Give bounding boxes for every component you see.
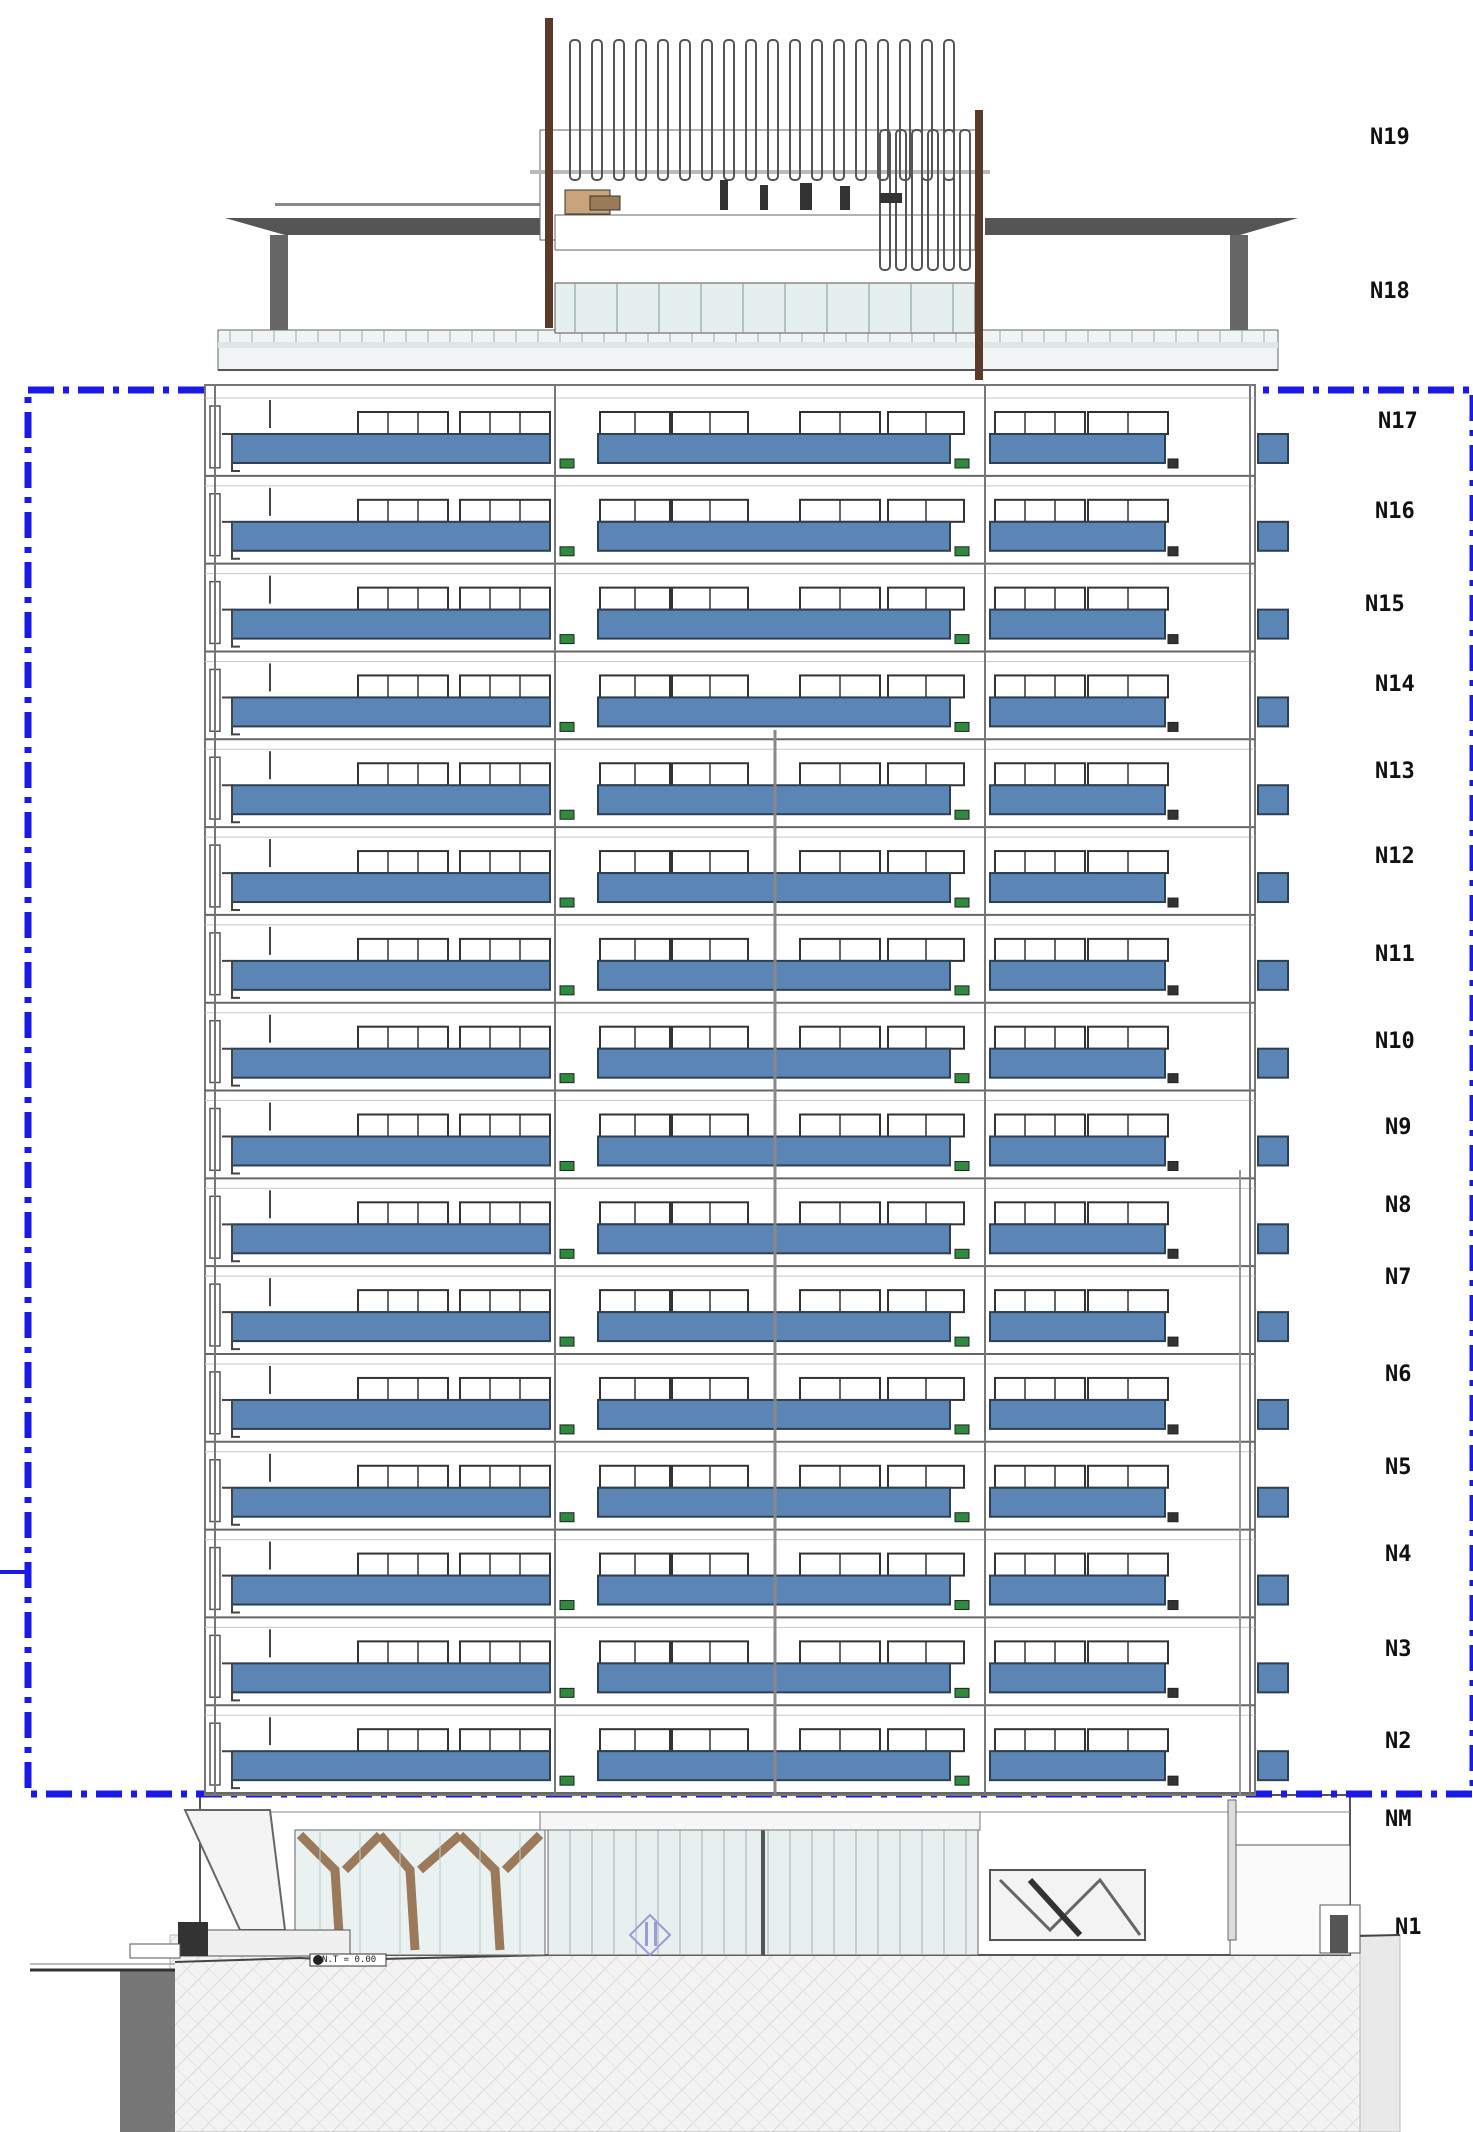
balcony-glass <box>990 1751 1165 1780</box>
window-frame <box>460 1554 550 1576</box>
balcony-glass <box>232 1312 550 1341</box>
ac-unit <box>955 1513 969 1522</box>
balcony-glass <box>990 522 1165 551</box>
level-label-n4: N4 <box>1385 1542 1412 1567</box>
ac-unit <box>1168 1337 1178 1346</box>
ac-unit <box>955 1688 969 1697</box>
window-frame <box>358 851 448 873</box>
window-frame <box>995 851 1085 873</box>
level-label-nm: NM <box>1385 1807 1412 1832</box>
balcony-glass <box>1258 697 1288 726</box>
ac-unit <box>1168 1249 1178 1258</box>
ac-unit <box>560 1425 574 1434</box>
balcony-glass <box>1258 1663 1288 1692</box>
balcony-glass <box>598 434 950 463</box>
ac-unit <box>560 986 574 995</box>
ac-unit <box>955 1337 969 1346</box>
ac-unit <box>1168 986 1178 995</box>
window-frame <box>358 1466 448 1488</box>
balcony-glass <box>1258 873 1288 902</box>
balcony-glass <box>598 697 950 726</box>
ac-unit <box>955 1161 969 1170</box>
window-frame <box>995 939 1085 961</box>
window-frame <box>460 851 550 873</box>
ground-block <box>30 1935 1400 2132</box>
ac-unit <box>955 1425 969 1434</box>
balcony-glass <box>990 434 1165 463</box>
window-frame <box>460 675 550 697</box>
window-frame <box>995 1729 1085 1751</box>
window-frame <box>460 412 550 434</box>
podium <box>130 1795 1360 1966</box>
ac-unit <box>1168 1425 1178 1434</box>
balcony-glass <box>232 873 550 902</box>
balcony-glass <box>1258 1751 1288 1780</box>
ac-unit <box>955 898 969 907</box>
balcony-glass <box>232 785 550 814</box>
level-label-n9: N9 <box>1385 1115 1412 1140</box>
ac-unit <box>955 1249 969 1258</box>
balcony-glass <box>990 1576 1165 1605</box>
balcony-glass <box>1258 1400 1288 1429</box>
ac-unit <box>560 1161 574 1170</box>
balcony-glass <box>990 1312 1165 1341</box>
window-frame <box>358 1641 448 1663</box>
window-frame <box>460 500 550 522</box>
ac-unit <box>1168 1074 1178 1083</box>
window-frame <box>460 1115 550 1137</box>
level-label-n17: N17 <box>1378 409 1418 434</box>
level-label-n18: N18 <box>1370 279 1410 304</box>
ac-unit <box>560 1513 574 1522</box>
window-frame <box>358 588 448 610</box>
balcony-glass <box>232 1137 550 1166</box>
level-label-n13: N13 <box>1375 759 1415 784</box>
ac-unit <box>955 722 969 731</box>
window-frame <box>460 939 550 961</box>
window-frame <box>358 675 448 697</box>
ac-unit <box>560 1601 574 1610</box>
balcony-glass <box>1258 1137 1288 1166</box>
level-label-n12: N12 <box>1375 844 1415 869</box>
balcony-glass <box>598 522 950 551</box>
balcony-glass <box>232 1400 550 1429</box>
window-frame <box>358 412 448 434</box>
window-frame <box>995 1378 1085 1400</box>
balcony-glass <box>990 873 1165 902</box>
ac-unit <box>560 547 574 556</box>
balcony-glass <box>990 785 1165 814</box>
ac-unit <box>955 1074 969 1083</box>
level-label-n15: N15 <box>1365 592 1405 617</box>
balcony-glass <box>1258 1312 1288 1341</box>
window-frame <box>995 1641 1085 1663</box>
balcony-glass <box>232 1663 550 1692</box>
window-frame <box>995 588 1085 610</box>
window-frame <box>995 500 1085 522</box>
balcony-glass <box>990 1400 1165 1429</box>
balcony-glass <box>990 961 1165 990</box>
ac-unit <box>1168 1776 1178 1785</box>
window-frame <box>358 1115 448 1137</box>
ac-unit <box>560 810 574 819</box>
level-label-n8: N8 <box>1385 1193 1412 1218</box>
window-frame <box>358 1202 448 1224</box>
balcony-glass <box>990 1224 1165 1253</box>
ac-unit <box>1168 898 1178 907</box>
ac-unit <box>955 635 969 644</box>
window-frame <box>995 412 1085 434</box>
balcony-glass <box>232 1576 550 1605</box>
level-label-n14: N14 <box>1375 672 1415 697</box>
level-label-n11: N11 <box>1375 942 1415 967</box>
ac-unit <box>1168 1161 1178 1170</box>
balcony-glass <box>990 1663 1165 1692</box>
ac-unit <box>560 1776 574 1785</box>
window-frame <box>995 1466 1085 1488</box>
balcony-glass <box>232 610 550 639</box>
window-frame <box>460 1027 550 1049</box>
balcony-glass <box>1258 961 1288 990</box>
window-frame <box>995 1115 1085 1137</box>
balcony-glass <box>232 697 550 726</box>
window-frame <box>460 1202 550 1224</box>
window-frame <box>995 675 1085 697</box>
level-label-n10: N10 <box>1375 1029 1415 1054</box>
balcony-glass <box>1258 1224 1288 1253</box>
ac-unit <box>955 1601 969 1610</box>
level-label-n16: N16 <box>1375 499 1415 524</box>
level-label-n2: N2 <box>1385 1729 1412 1754</box>
window-frame <box>995 1202 1085 1224</box>
ground-level-tag: N.T = 0.00 <box>322 1955 377 1965</box>
window-frame <box>460 1729 550 1751</box>
balcony-glass <box>232 1224 550 1253</box>
ac-unit <box>955 1776 969 1785</box>
balcony-glass <box>1258 1488 1288 1517</box>
ac-unit <box>560 898 574 907</box>
balcony-glass <box>598 610 950 639</box>
balcony-glass <box>232 961 550 990</box>
balcony-glass <box>1258 522 1288 551</box>
balcony-glass <box>1258 610 1288 639</box>
window-frame <box>358 939 448 961</box>
ac-unit <box>955 986 969 995</box>
ac-unit <box>1168 1601 1178 1610</box>
window-frame <box>358 1027 448 1049</box>
window-frame <box>358 1290 448 1312</box>
balcony-glass <box>990 697 1165 726</box>
balcony-glass <box>990 1488 1165 1517</box>
window-frame <box>460 763 550 785</box>
window-frame <box>995 763 1085 785</box>
ac-unit <box>560 1249 574 1258</box>
ac-unit <box>955 810 969 819</box>
level-label-n7: N7 <box>1385 1265 1412 1290</box>
balcony-glass <box>232 1751 550 1780</box>
balcony-glass <box>990 1137 1165 1166</box>
ac-unit <box>560 722 574 731</box>
ac-unit <box>560 1688 574 1697</box>
ac-unit <box>560 1074 574 1083</box>
window-frame <box>995 1554 1085 1576</box>
balcony-glass <box>990 1049 1165 1078</box>
ac-unit <box>955 547 969 556</box>
ac-unit <box>1168 810 1178 819</box>
level-label-n6: N6 <box>1385 1362 1412 1387</box>
balcony-glass <box>232 1488 550 1517</box>
roof-level <box>218 18 1298 380</box>
window-frame <box>460 588 550 610</box>
window-frame <box>995 1027 1085 1049</box>
window-frame <box>358 1378 448 1400</box>
window-frame <box>358 763 448 785</box>
ac-unit <box>1168 1688 1178 1697</box>
ac-unit <box>560 1337 574 1346</box>
ac-unit <box>1168 1513 1178 1522</box>
ac-unit <box>1168 547 1178 556</box>
ac-unit <box>1168 635 1178 644</box>
balcony-glass <box>232 434 550 463</box>
window-frame <box>460 1378 550 1400</box>
level-label-n1: N1 <box>1395 1915 1422 1940</box>
window-frame <box>358 500 448 522</box>
level-label-n19: N19 <box>1370 125 1410 150</box>
window-frame <box>995 1290 1085 1312</box>
ac-unit <box>560 459 574 468</box>
balcony-glass <box>232 522 550 551</box>
window-frame <box>460 1290 550 1312</box>
level-label-n3: N3 <box>1385 1637 1412 1662</box>
window-frame <box>460 1641 550 1663</box>
window-frame <box>358 1729 448 1751</box>
ac-unit <box>955 459 969 468</box>
ac-unit <box>560 635 574 644</box>
ac-unit <box>1168 459 1178 468</box>
balcony-glass <box>232 1049 550 1078</box>
ac-unit <box>1168 722 1178 731</box>
balcony-glass <box>1258 434 1288 463</box>
balcony-glass <box>1258 1049 1288 1078</box>
level-label-n5: N5 <box>1385 1455 1412 1480</box>
window-frame <box>358 1554 448 1576</box>
window-frame <box>460 1466 550 1488</box>
balcony-glass <box>990 610 1165 639</box>
balcony-glass <box>1258 1576 1288 1605</box>
balcony-glass <box>1258 785 1288 814</box>
